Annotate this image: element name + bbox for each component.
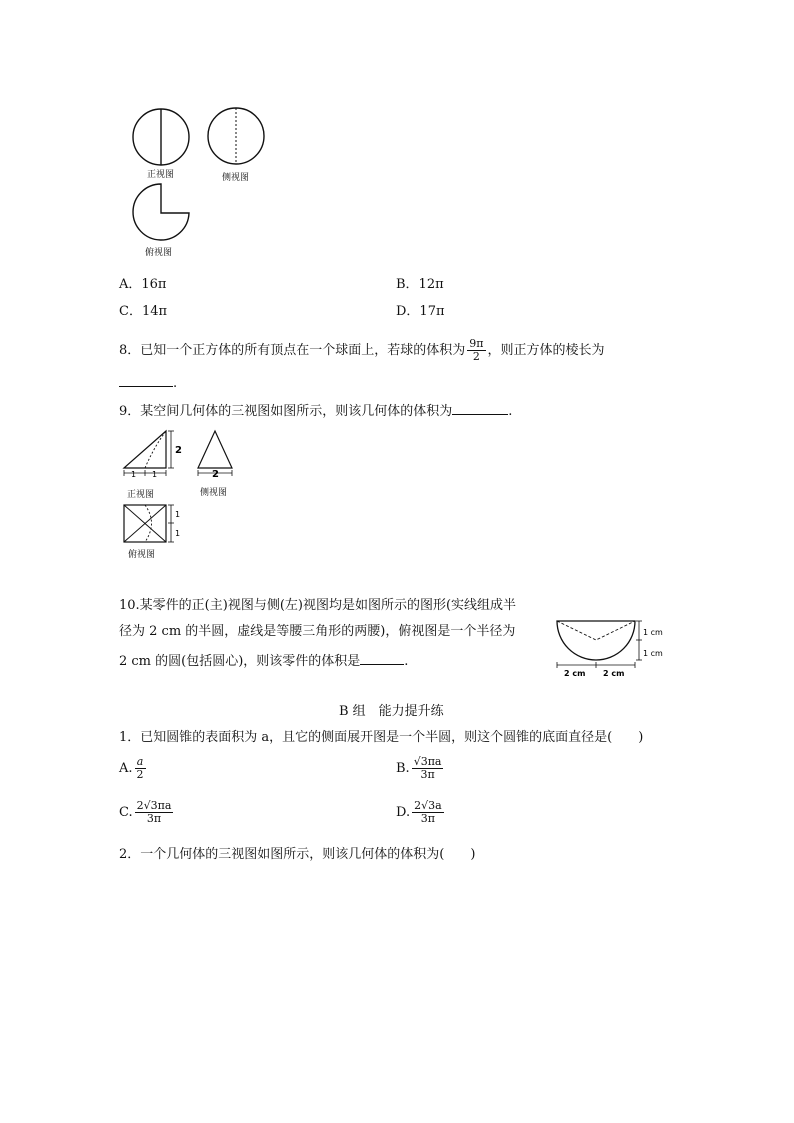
q7-front-view <box>133 109 189 165</box>
qb1-option-d <box>396 800 446 825</box>
qb1-option-a <box>119 756 148 781</box>
question-b2: 2．一个几何体的三视图如图所示，则该几何体的体积为( ) <box>119 847 476 862</box>
q8-frac-num: 9π <box>469 337 484 350</box>
q10-dim-bottom-left: 2 cm <box>564 669 586 678</box>
q7-side-view <box>208 108 264 164</box>
q10-line-3: 2 cm 的圆(包括圆心)，则该零件的体积是 <box>119 654 361 669</box>
q8-answer-line <box>119 372 177 394</box>
q10-line-2: 径为 2 cm 的半圆，虚线是等腰三角形的两腰)，俯视图是一个半径为 <box>119 624 516 639</box>
q10-dim-right-bottom: 1 cm <box>643 649 663 658</box>
q9-front-label: 正视图 <box>127 490 155 500</box>
qb1-a-label: A. <box>119 761 133 776</box>
q10-dim-right-top: 1 cm <box>643 628 663 637</box>
q10-line-1: 10.某零件的正(主)视图与侧(左)视图均是如图所示的图形(实线组成半 <box>119 598 517 613</box>
q8-end: . <box>173 376 178 391</box>
question-9 <box>119 400 512 422</box>
q10-answer-blank[interactable] <box>360 650 404 665</box>
qb1-d-fraction <box>412 800 444 825</box>
q7-option-c: C．14π <box>119 304 168 319</box>
qb1-a-num: a <box>135 756 146 769</box>
q10-dim-bottom-right: 2 cm <box>603 669 625 678</box>
q9-top-label: 俯视图 <box>128 550 156 560</box>
q9-top-view <box>124 505 174 542</box>
q9-dim-front-right: 1 <box>152 470 158 479</box>
q10-end: . <box>404 654 409 669</box>
q10-dimension-lines <box>557 621 642 668</box>
qb1-c-num: 2√3πa <box>136 799 172 812</box>
q7-option-a: A．16π <box>119 277 167 292</box>
qb1-c-fraction <box>135 800 174 825</box>
qb1-c-den: 3π <box>146 812 162 825</box>
q7-side-label: 侧视图 <box>222 173 250 183</box>
q9-text: 9．某空间几何体的三视图如图所示，则该几何体的体积为 <box>119 404 453 419</box>
qb1-b-den: 3π <box>420 768 435 781</box>
q9-dim-front-height: 2 <box>175 445 182 456</box>
q7-option-b: B．12π <box>396 277 444 292</box>
q8-fraction <box>467 338 485 363</box>
q8-text-before: 8．已知一个正方体的所有顶点在一个球面上，若球的体积为 <box>119 343 466 358</box>
qb1-option-b <box>396 756 445 781</box>
q9-dim-side-width: 2 <box>212 469 219 480</box>
q9-answer-blank[interactable] <box>452 400 508 415</box>
qb1-b-num: √3πa <box>413 755 442 768</box>
qb1-d-num: 2√3a <box>414 799 442 812</box>
question-b1: 1．已知圆锥的表面积为 a，且它的侧面展开图是一个半圆，则这个圆锥的底面直径是( ) <box>119 730 644 745</box>
q9-end: . <box>508 404 513 419</box>
question-8 <box>119 338 605 363</box>
q8-text-after: ，则正方体的棱长为 <box>487 343 605 358</box>
q7-three-view-figure <box>120 100 280 265</box>
qb1-b-label: B. <box>396 761 410 776</box>
qb1-b-fraction <box>412 756 444 781</box>
q10-semicircle-shape <box>557 621 635 660</box>
qb1-option-c <box>119 800 175 825</box>
q9-side-label: 侧视图 <box>200 488 228 498</box>
qb1-d-den: 3π <box>420 812 435 825</box>
qb1-c-label: C. <box>119 805 133 820</box>
q8-answer-blank[interactable] <box>119 372 173 387</box>
q10-line-3-wrap <box>119 650 408 672</box>
q7-top-label: 俯视图 <box>145 248 173 258</box>
q9-dim-top-upper: 1 <box>175 510 181 519</box>
q10-figure <box>553 615 673 683</box>
q7-top-view <box>133 184 189 240</box>
q8-frac-den: 2 <box>472 350 480 363</box>
qb1-d-label: D. <box>396 805 411 820</box>
qb1-a-den: 2 <box>136 768 144 781</box>
q9-dim-top-lower: 1 <box>175 529 181 538</box>
q7-front-label: 正视图 <box>147 170 175 180</box>
q7-option-d: D．17π <box>396 304 445 319</box>
group-b-title: B 组 能力提升练 <box>339 704 444 719</box>
qb1-a-fraction <box>135 756 146 781</box>
q9-dim-front-left: 1 <box>131 470 137 479</box>
